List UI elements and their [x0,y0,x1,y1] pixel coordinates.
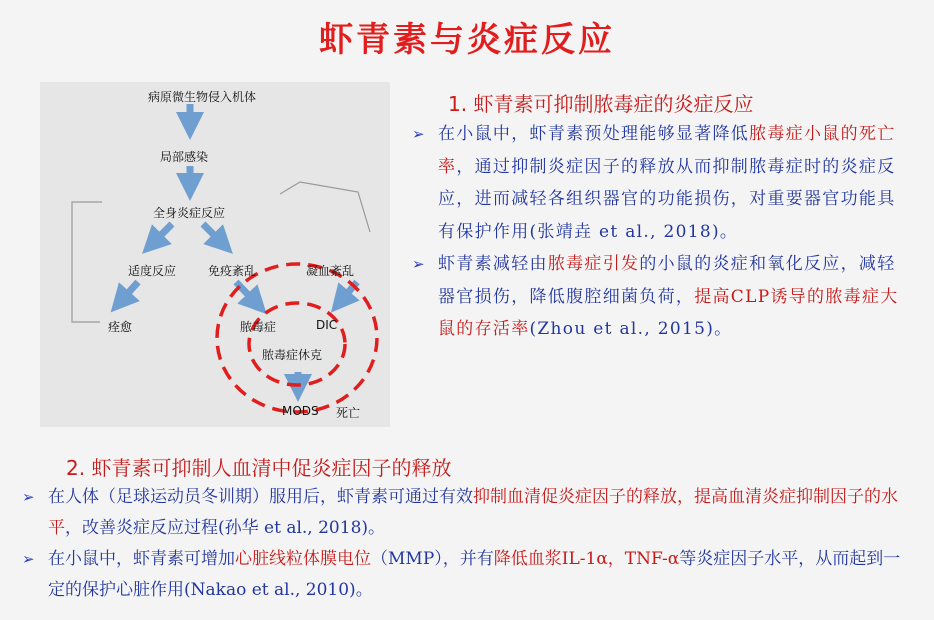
node-pathogen-invasion: 病原微生物侵入机体 [148,90,257,104]
arrow-3 [152,224,172,244]
bullet-arrow-icon: ➢ [22,488,35,506]
section2-bullet-1: ➢ 在人体（足球运动员冬训期）服用后，虾青素可通过有效抑制血清促炎症因子的释放，提高血清炎症抑制因子的水平，改善炎症反应过程(孙华 et al., 2018)。 [18,482,912,544]
section1-bullet-2: ➢ 虾青素减轻由脓毒症引发的小鼠的炎症和氧化反应，减轻器官损伤，降低腹腔细菌负荷，提高CLP诱导的脓毒症大鼠的存活率(Zhou et al., 2015)。 [408,248,906,346]
bullet-arrow-icon: ➢ [412,255,426,273]
node-septic-shock: 脓毒症休克 [262,348,323,362]
node-sepsis: 脓毒症 [240,320,277,334]
node-local-infection: 局部感染 [160,150,209,164]
sepsis-flow-diagram [40,82,390,427]
node-death: 死亡 [336,406,361,420]
node-systemic-inflammation: 全身炎症反应 [153,206,226,220]
bullet-arrow-icon: ➢ [412,125,426,143]
section1-bullets [408,118,906,346]
section2-bullet-2: ➢ 在小鼠中，虾青素可增加心脏线粒体膜电位（MMP），并有降低血浆IL-1α，TNF-α等炎症因子水平，从而起到一定的保护心脏作用(Nakao et al., 2010)。 [18,544,912,606]
node-recovery: 痊愈 [108,320,133,334]
slide-title: 虾青素与炎症反应 [319,20,615,60]
node-immune-disorder: 免疫紊乱 [208,264,257,278]
bullet-arrow-icon: ➢ [22,550,35,568]
arrow-5 [120,282,138,302]
node-moderate-response: 适度反应 [128,264,177,278]
right-bracket [280,182,370,232]
node-mods: MODS [282,404,319,418]
diagram-graphics [40,82,390,427]
section2-bullets [18,482,912,606]
section2-heading: 2. 虾青素可抑制人血清中促炎症因子的释放 [66,456,452,480]
node-coagulation-disorder: 凝血紊乱 [306,264,355,278]
node-dic: DIC [316,318,338,332]
arrow-4 [203,224,223,244]
left-bracket [72,202,102,322]
section1-bullet-1: ➢ 在小鼠中，虾青素预处理能够显著降低脓毒症小鼠的死亡率，通过抑制炎症因子的释放从而抑制脓毒症时的炎症反应，进而减轻各组织器官的功能损伤，对重要器官功能具有保护作用(张靖垚 et al., 2018)。 [408,118,906,248]
section1-heading: 1. 虾青素可抑制脓毒症的炎症反应 [448,92,754,116]
